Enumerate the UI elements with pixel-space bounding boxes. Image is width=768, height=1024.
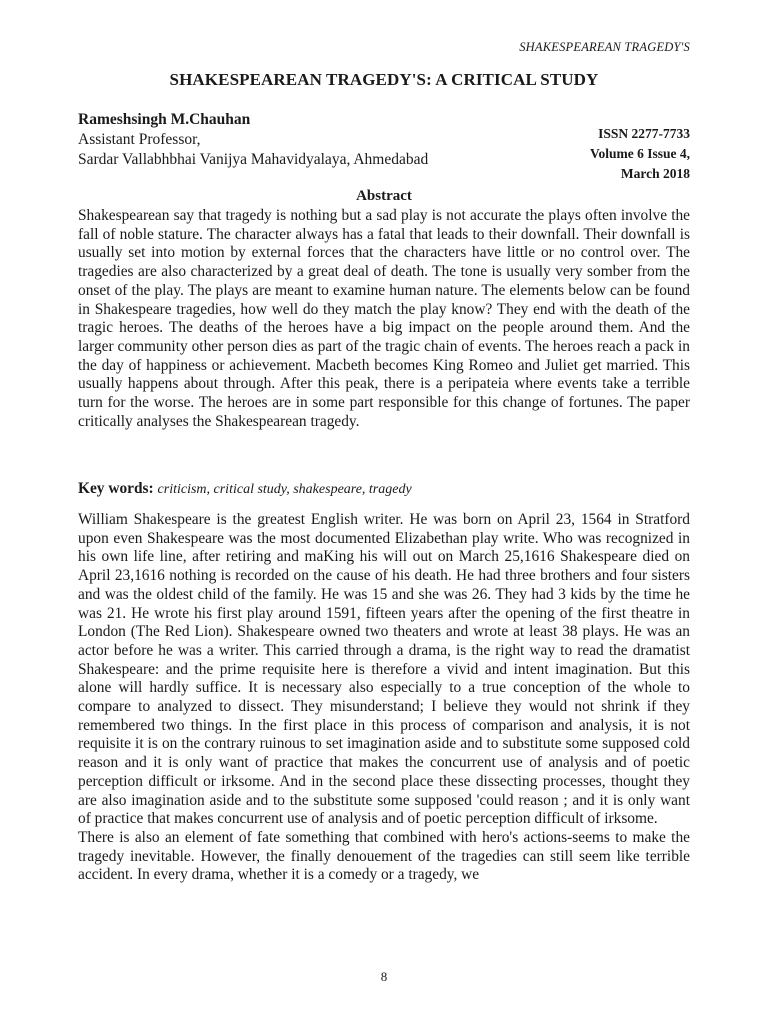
keywords-label: Key words:	[78, 480, 154, 497]
abstract-text: Shakespearean say that tragedy is nothing but a sad play is not accurate the plays often involve the fall of noble stature. The character always has a fatal that leads to their downfall. Their downfall is usually set into motion by external forces that the characters have little or no control over. The tragedies are also characterized by a great deal of death. The tone is usually very somber from the onset of the play. The plays are meant to examine human nature. The elements below can be found in Shakespeare tragedies, how well do they match the play know? They end with the death of the tragic heroes. The deaths of the heroes have a big impact on the people around them. And the larger community other person dies as part of the tragic chain of events. The heroes reach a pack in the day of happiness or achievement. Macbeth becomes King Romeo and Juliet get married. This usually happens about through. After this peak, there is a peripateia where events take a terrible turn for the worse. The heroes are in some part responsible for this change of fortunes. The paper critically analyses the Shakespearean tragedy.	[78, 207, 690, 430]
author-block	[78, 110, 428, 170]
abstract-heading: Abstract	[356, 188, 412, 204]
body-paragraph-2: There is also an element of fate something that combined with hero's actions-seems to make the tragedy inevitable. However, the finally denouement of the tragedies can still seem like terrible accident. In every drama, whether it is a comedy or a tragedy, we	[78, 828, 690, 884]
volume-issue: Volume 6 Issue 4,	[589, 146, 690, 161]
keywords-values: criticism, critical study, shakespeare, tragedy	[157, 482, 412, 497]
publication-info	[590, 124, 690, 184]
running-header: SHAKESPEAREAN TRAGEDY'S	[519, 40, 690, 54]
page-number: 8	[380, 969, 388, 984]
main-body	[78, 511, 690, 885]
paper-page	[78, 0, 690, 1024]
author-affiliation: Sardar Vallabhbhai Vanijya Mahavidyalaya, Ahmedabad	[78, 151, 429, 168]
publication-date: March 2018	[620, 166, 690, 181]
author-position: Assistant Professor,	[78, 131, 201, 148]
body-paragraph-1: William Shakespeare is the greatest English writer. He was born on April 23, 1564 in Stratford upon even Shakespeare was the most documented Elizabethan play write. Who was recognized in his own life line, after retiring and maKing his will out on March 25,1616 Shakespeare died on April 23,1616 nothing is recorded on the cause of his death. He had three brothers and four sisters and was the oldest child of the family. He was 15 and she was 26. They had 3 kids by the time he was 21. He wrote his first play around 1591, fifteen years after the opening of the first theatre in London (The Red Lion). Shakespeare owned two theaters and wrote at least 38 plays. He was an actor before he was a writer. This carried through a drama, is the right way to read the dramatist Shakespeare: and the prime requisite here is therefore a vivid and intent imagination. But this alone will hardly suffice. It is necessary also especially to a true conception of the whole to compare to analyzed to dissect. They misunderstand; I believe they would not shrink if they remembered two things. In the first place in this process of comparison and analysis, it is not requisite it is on the contrary ruinous to set imagination aside and to substitute some supposed cold reason and it is only want of practice that makes the concurrent use of analysis and of poetic perception difficult or irksome. And in the second place these dissecting processes, thought they are also imagination aside and to the substitute some supposed 'could reason ; and it is only want of practice that makes concurrent use of analysis and of poetic perception difficult of irksome.	[78, 511, 690, 828]
issn: ISSN 2277-7733	[598, 126, 690, 141]
author-name: Rameshsingh M.Chauhan	[78, 111, 251, 128]
paper-title: SHAKESPEAREAN TRAGEDY'S: A CRITICAL STUDY	[169, 70, 599, 89]
abstract-body	[78, 207, 690, 431]
keywords-line	[78, 480, 412, 500]
